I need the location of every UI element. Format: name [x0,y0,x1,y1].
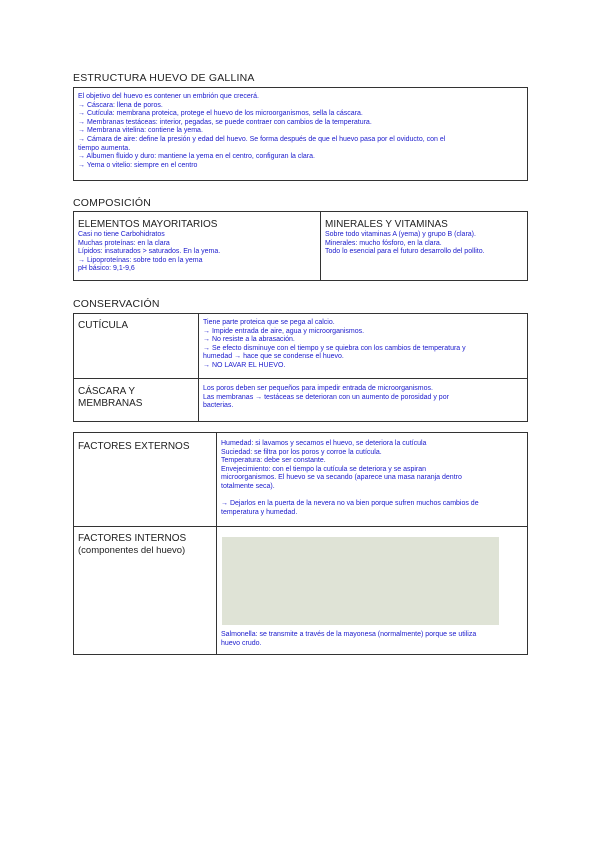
elementos-label: ELEMENTOS MAYORITARIOS [78,219,218,230]
column-divider [198,314,199,421]
text-line [221,492,479,501]
cascara-text [203,385,449,411]
text-line: → Membranas testáceas: interior, pegadas, se puede contraer con cambios de la temperatura. [78,118,372,126]
text-line: totalmente seca). [221,482,275,490]
internos-label-group [78,533,186,557]
text-line: → No resiste a la abrasación. [203,336,295,344]
text-line: tiempo aumenta. [78,144,131,152]
salmonella-text [221,631,476,648]
text-line: Minerales: mucho fósforo, en la clara. [325,239,442,247]
section-title-estructura: ESTRUCTURA HUEVO DE GALLINA [73,72,255,84]
composicion-box [73,211,528,281]
text-line: → Cáscara: llena de poros. [78,101,163,109]
text-line: → Cutícula: membrana proteica, protege el huevo de los microorganismos, sella la cáscara. [78,110,363,118]
factores-box [73,432,528,655]
text-line: Suciedad: se filtra por los poros y corroe la cutícula. [221,448,382,456]
text-line: → Cámara de aire: define la presión y edad del huevo. Se forma después de que el huevo pasa por el oviducto, con el [78,135,446,143]
externos-text [221,440,479,517]
text-line: → Impide entrada de aire, agua y microorganismos. [203,327,365,335]
text-line: Envejecimiento: con el tiempo la cutícula se deteriora y se aspiran [221,465,427,473]
text-line: Temperatura: debe ser constante. [221,457,326,465]
text-line: Los poros deben ser pequeños para impedir entrada de microorganismos. [203,385,433,392]
cuticula-text [203,319,466,371]
internos-sublabel: (componentes del huevo) [78,545,186,556]
factores-internos-table-image [222,537,499,625]
column-divider [216,433,217,654]
text-line: Salmonella: se transmite a través de la mayonesa (normalmente) porque se utiliza [221,631,477,638]
minerales-cell [325,219,525,257]
text-line: Las membranas → testáceas se deterioran con un aumento de porosidad y por [203,393,449,401]
text-line: Humedad: si lavamos y secamos el huevo, se deteriora la cutícula [221,440,427,447]
text-line: → Lipoproteínas: sobre todo en la yema [78,256,203,264]
text-line: Lípidos: insaturados > saturados. En la yema. [78,248,221,256]
text-line: → Yema o vitelio: siempre en el centro [78,161,198,169]
text-line: → Se efecto disminuye con el tiempo y se quiebra con los cambios de temperatura y [203,344,466,352]
text-line: Muchas proteínas: en la clara [78,239,170,247]
section-title-composicion: COMPOSICIÓN [73,197,152,209]
internos-label: FACTORES INTERNOS [78,533,187,544]
text-line: microorganismos. El huevo se va secando (aparece una masa naranja dentro [221,474,462,482]
text-line: temperatura y humedad. [221,508,298,516]
row-divider [74,378,527,379]
text-line: → Dejarlos en la puerta de la nevera no va bien porque sufren muchos cambios de [221,500,479,508]
text-line: → Membrana vitelina: contiene la yema. [78,127,203,135]
elementos-cell [78,219,316,274]
estructura-box [73,87,528,181]
section-title-conservacion: CONSERVACIÓN [73,298,160,310]
text-line: Sobre todo vitaminas A (yema) y grupo B (clara). [325,231,476,238]
text-line: Casi no tiene Carbohidratos [78,231,165,238]
estructura-text [78,93,445,170]
text-line: Tiene parte proteica que se pega al calcio. [203,319,335,326]
column-divider [320,212,321,280]
cuticula-label: CUTÍCULA [78,320,129,331]
text-line: bacterias. [203,402,234,410]
text-line: El objetivo del huevo es contener un embrión que crecerá. [78,93,259,100]
cascara-label: CÁSCARA Y MEMBRANAS [78,386,143,409]
conservacion-box [73,313,528,422]
text-line: → NO LAVAR EL HUEVO. [203,361,286,369]
minerales-label: MINERALES Y VITAMINAS [325,219,448,230]
text-line: pH básico: 9,1-9,6 [78,265,135,273]
text-line: Todo lo esencial para el futuro desarrollo del pollito. [325,248,485,256]
text-line: huevo crudo. [221,639,262,647]
externos-label: FACTORES EXTERNOS [78,441,190,452]
text-line: → Albumen fluido y duro: mantiene la yema en el centro, configuran la clara. [78,153,315,161]
row-divider [74,526,527,527]
text-line: humedad → hace que se condense el huevo. [203,353,344,361]
